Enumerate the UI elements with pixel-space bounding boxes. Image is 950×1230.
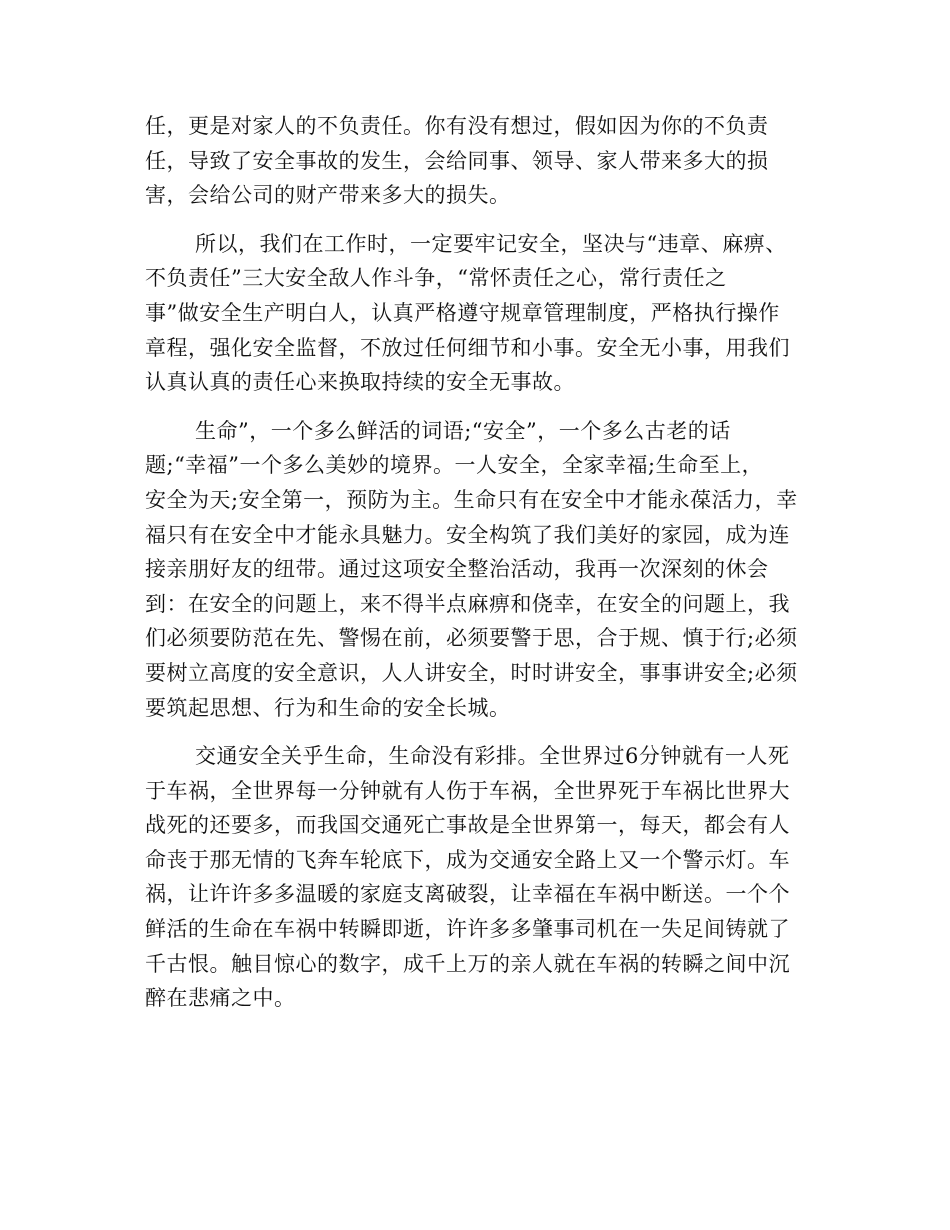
document-body [145, 109, 815, 1016]
paragraph-line: 接亲朋好友的纽带。通过这项安全整治活动，我再一次深刻的休会 [145, 557, 769, 582]
paragraph-line: 认真认真的责任心来换取持续的安全无事故。 [145, 370, 575, 395]
paragraph-line: 到：在安全的问题上，来不得半点麻痹和侥幸，在安全的问题上，我 [145, 591, 790, 616]
paragraph-4 [145, 739, 815, 1016]
paragraph-line: 福只有在安全中才能永具魅力。安全构筑了我们美好的家园，成为连 [145, 522, 790, 547]
paragraph-line: 安全为天;安全第一，预防为主。生命只有在安全中才能永葆活力，幸 [145, 487, 798, 512]
paragraph-line: 任，更是对家人的不负责任。你有没有想过，假如因为你的不负责 [145, 114, 769, 138]
paragraph-line: 醉在悲痛之中。 [145, 986, 296, 1011]
paragraph-line: 要树立高度的安全意识，人人讲安全，时时讲安全，事事讲安全;必须 [145, 660, 798, 685]
paragraph-1 [145, 109, 815, 213]
paragraph-line: 战死的还要多，而我国交通死亡事故是全世界第一，每天，都会有人 [145, 813, 790, 838]
paragraph-line: 不负责任”三大安全敌人作斗争，“常怀责任之心，常行责任之 [145, 266, 727, 291]
paragraph-line: 要筑起思想、行为和生命的安全长城。 [145, 695, 511, 720]
paragraph-3 [145, 414, 815, 725]
paragraph-line: 交通安全关乎生命，生命没有彩排。全世界过6分钟就有一人死 [195, 744, 790, 769]
paragraph-line: 于车祸，全世界每一分钟就有人伤于车祸，全世界死于车祸比世界大 [145, 778, 790, 803]
paragraph-line: 鲜活的生命在车祸中转瞬即逝，许许多多肇事司机在一失足间铸就了 [145, 917, 790, 942]
paragraph-line: 们必须要防范在先、警惕在前，必须要警于思，合于规、慎于行;必须 [145, 626, 798, 651]
paragraph-2 [145, 227, 815, 400]
paragraph-line: 祸，让许许多多温暖的家庭支离破裂，让幸福在车祸中断送。一个个 [145, 882, 790, 907]
paragraph-line: 所以，我们在工作时，一定要牢记安全，坚决与“违章、麻痹、 [195, 231, 787, 256]
paragraph-line: 章程，强化安全监督，不放过任何细节和小事。安全无小事，用我们 [145, 335, 790, 360]
paragraph-line: 命丧于那无情的飞奔车轮底下，成为交通安全路上又一个警示灯。车 [145, 847, 790, 872]
paragraph-line: 题;“幸福”一个多么美妙的境界。一人安全，全家幸福;生命至上， [145, 453, 764, 478]
paragraph-line: 千古恨。触目惊心的数字，成千上万的亲人就在车祸的转瞬之间中沉 [145, 951, 790, 976]
paragraph-line: 害，会给公司的财产带来多大的损失。 [145, 183, 511, 208]
paragraph-line: 任，导致了安全事故的发生，会给同事、领导、家人带来多大的损 [145, 148, 769, 173]
paragraph-line: 生命”，一个多么鲜活的词语;“安全”，一个多么古老的话 [195, 418, 731, 443]
paragraph-line: 事”做安全生产明白人，认真严格遵守规章管理制度，严格执行操作 [145, 300, 780, 325]
